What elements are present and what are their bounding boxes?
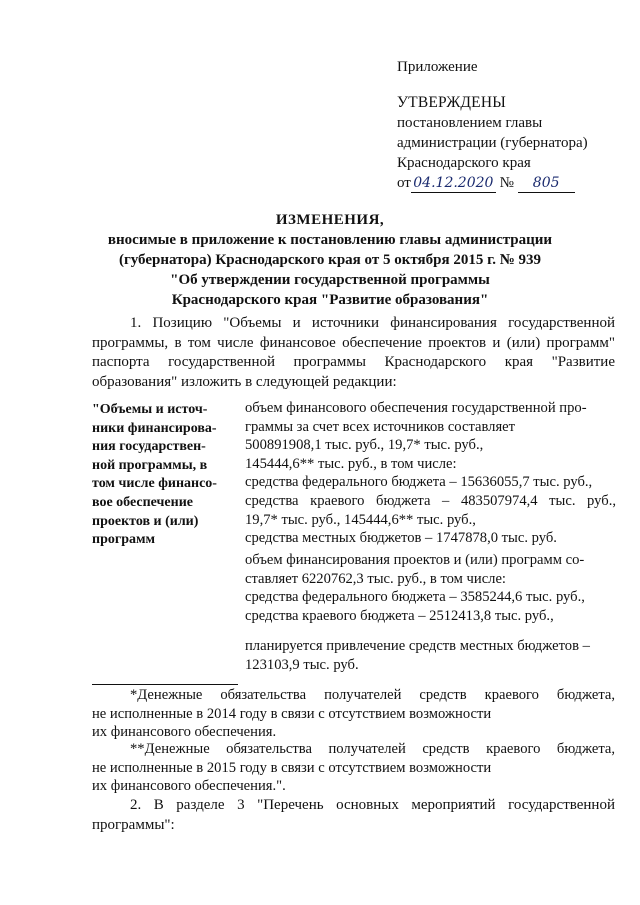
position-title-line: проектов и (или): [92, 513, 199, 529]
footnote-word: 2015: [206, 759, 237, 776]
local-funds-block: [245, 637, 616, 674]
position-title: [92, 401, 230, 550]
handwritten-number: 805: [518, 175, 575, 193]
footnote-word: в: [270, 705, 278, 722]
footnote-line: их финансового обеспечения.".: [92, 778, 286, 794]
funding-word: 19,7*: [387, 437, 421, 454]
funding-line: 19,7* тыс. руб., 145444,6** тыс. руб.,: [245, 511, 476, 528]
footnote-line: их финансового обеспечения.: [92, 724, 277, 740]
funding-word: тыс.: [424, 437, 451, 454]
footnote-word: 2014: [206, 705, 237, 722]
funding-line: средства краевого бюджета – 2512413,8 тыс. руб.,: [245, 607, 554, 624]
position-title-line: "Объемы и источ-: [92, 402, 208, 417]
footnote-word: связи: [281, 705, 315, 722]
funding-line: средства местных бюджетов – 1747878,0 тыс. руб.: [245, 530, 557, 547]
position-title-line: программ: [92, 532, 156, 548]
footnote-word: году: [239, 705, 267, 722]
funding-word: руб.,: [355, 437, 385, 454]
funding-line: объем финансового обеспечения государственной про-: [245, 400, 587, 416]
footnote-word: с: [318, 705, 325, 722]
funding-line: средства федерального бюджета – 15636055,7 тыс. руб.,: [245, 474, 593, 491]
approved-heading: УТВЕРЖДЕНЫ: [397, 94, 506, 111]
footnote-word: не исполненные: [92, 705, 193, 722]
funding-line: граммы за счет всех источников составляет: [245, 418, 516, 435]
footnote-word: в: [196, 759, 204, 776]
funding-line: объем финансирования проектов и (или) программ со-: [245, 552, 585, 568]
footnote-word: возможности: [409, 705, 492, 722]
funding-word: руб.,: [454, 437, 484, 454]
date-prefix: от: [397, 175, 411, 191]
footnote-word: не исполненные: [92, 759, 193, 776]
projects-funding-block: [245, 551, 616, 625]
footnote-word: в: [196, 705, 204, 722]
footnote-word: в: [270, 759, 278, 776]
position-title-line: том числе финансо-: [92, 476, 217, 492]
footnote-word: отсутствием: [328, 705, 406, 722]
footnote-word: с: [318, 759, 325, 776]
funding-line: планируется привлечение средств местных бюджетов –: [245, 638, 590, 654]
number-sign: №: [499, 175, 514, 191]
title-line: (губернатора) Краснодарского края от 5 октября 2015 г. № 939: [118, 252, 542, 268]
handwritten-date: 04.12.2020: [411, 175, 496, 193]
paragraph-1: 1. Позицию "Объемы и источники финансирования государственной программы, в том числе финансовое обеспечение проектов и (или) программ" паспорта государственной программы Краснодарского края "Развитие образования" изложить в следующей редакции:: [92, 315, 615, 390]
footnote-word: связи: [281, 759, 315, 776]
funding-line: 123103,9 тыс. руб.: [245, 656, 359, 673]
footnote-2: [92, 740, 615, 796]
footnote-1: [92, 686, 615, 742]
funding-total-block: [245, 399, 616, 548]
funding-word: 500891908,1: [245, 437, 322, 454]
approval-block: [397, 93, 627, 193]
footnote-line: **Денежные обязательства получателей средств краевого бюджета,: [130, 741, 615, 757]
footnote-line-spread: [92, 705, 615, 724]
approved-line: постановлением главы: [397, 115, 543, 131]
title-line: "Об утверждении государственной программы: [170, 272, 490, 288]
title-line: вносимые в приложение к постановлению главы администрации: [107, 232, 553, 248]
funding-line: 145444,6** тыс. руб., в том числе:: [245, 455, 457, 472]
position-title-line: вое обеспечение: [92, 494, 193, 510]
appendix-label: Приложение: [397, 59, 478, 75]
funding-line: средства федерального бюджета – 3585244,6 тыс. руб.,: [245, 589, 585, 606]
footnote-divider: [92, 684, 238, 685]
funding-word: тыс.: [325, 437, 352, 454]
paragraph-2: 2. В разделе 3 "Перечень основных мероприятий государственной программы":: [92, 797, 615, 833]
footnote-word: году: [239, 759, 267, 776]
position-title-line: ной программы, в: [92, 457, 208, 473]
position-title-line: ники финансирова-: [92, 420, 217, 436]
footnote-word: отсутствием: [328, 759, 406, 776]
approved-line: администрации (губернатора): [397, 135, 588, 151]
funding-line-spread: [245, 436, 616, 455]
title-line: Краснодарского края "Развитие образования": [171, 292, 489, 308]
position-title-line: ния государствен-: [92, 439, 206, 455]
funding-line: средства краевого бюджета – 483507974,4 тыс. руб.,: [245, 492, 616, 509]
footnote-line-spread: [92, 759, 615, 778]
footnote-word: возможности: [409, 759, 492, 776]
funding-line: ставляет 6220762,3 тыс. руб., в том числе:: [245, 570, 506, 587]
approved-line: Краснодарского края: [397, 155, 531, 171]
title-main: ИЗМЕНЕНИЯ,: [275, 212, 385, 228]
footnote-line: *Денежные обязательства получателей средств краевого бюджета,: [130, 687, 615, 703]
document-title: [80, 210, 580, 310]
date-number-line: [397, 173, 627, 193]
